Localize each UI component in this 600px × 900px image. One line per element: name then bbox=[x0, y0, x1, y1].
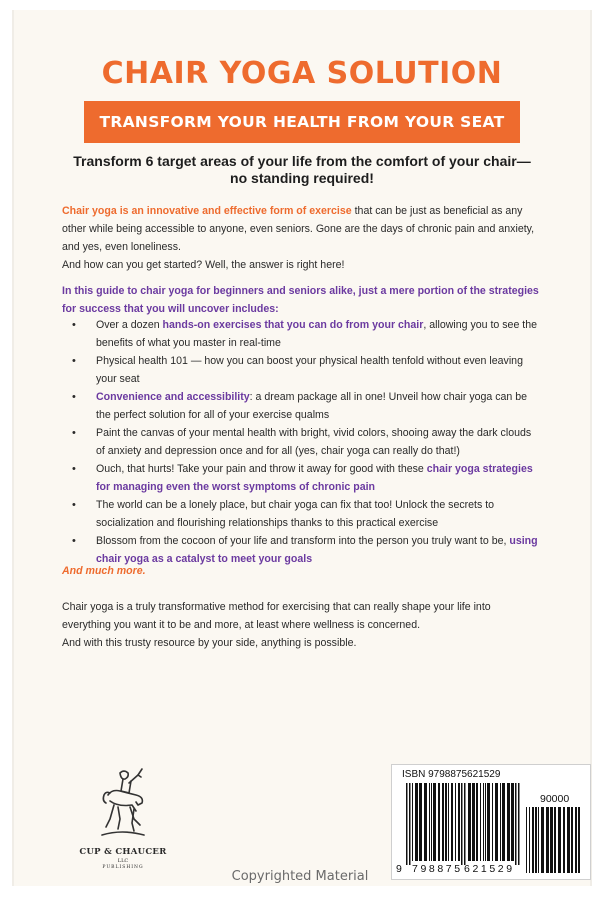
intro-text bbox=[62, 202, 540, 256]
intro-question: And how can you get started? Well, the answer is right here! bbox=[62, 259, 345, 271]
publisher-tag: PUBLISHING bbox=[102, 865, 144, 870]
intro-rest: that can be just as beneficial as any other while being accessible to anyone, even seniors. Gone are the days of chronic pain and anxiety, and yes, even loneliness. bbox=[62, 205, 535, 253]
price-code: 90000 bbox=[540, 793, 570, 805]
intro-paragraph bbox=[62, 202, 540, 274]
closing-line-1: Chair yoga is a truly transformative method for exercising that can really shape your life into everything you want it to be and more, at least where wellness is concerned. bbox=[62, 601, 491, 631]
publisher-name: CUP & CHAUCER bbox=[79, 847, 167, 857]
book-title: CHAIR YOGA SOLUTION bbox=[101, 56, 503, 91]
isbn-barcode bbox=[391, 764, 591, 880]
isbn-label: ISBN 9798875621529 bbox=[402, 769, 501, 780]
list-item: • Blossom from the cocoon of your life and transform into the person you truly want to be, using chair yoga as a catalyst to meet your goals bbox=[62, 532, 540, 568]
list-item: • Convenience and accessibility: a dream package all in one! Unveil how chair yoga can be the perfect solution for all of your exercise qualms bbox=[62, 388, 540, 424]
tagline-line-1: Transform 6 target areas of your life from the comfort of your chair— bbox=[73, 153, 531, 169]
isbn-digits-left: 798875 bbox=[412, 863, 463, 875]
list-item: • Over a dozen hands-on exercises that you can do from your chair, allowing you to see the benefits of what you master in real-time bbox=[62, 316, 540, 352]
bullets-lead: In this guide to chair yoga for beginners and seniors alike, just a mere portion of the strategies for success that you will uncover includes: bbox=[62, 285, 539, 315]
tagline bbox=[54, 153, 550, 187]
isbn-digit-lead: 9 bbox=[396, 863, 402, 875]
copyright-watermark-bottom: Copyrighted Material bbox=[231, 869, 369, 884]
closing-line-2: And with this trusty resource by your side, anything is possible. bbox=[62, 637, 357, 649]
isbn-digits-right: 621529 bbox=[464, 863, 515, 875]
barcode-bars bbox=[392, 765, 590, 879]
closing-paragraph bbox=[62, 598, 540, 652]
back-cover bbox=[12, 10, 592, 886]
subtitle-banner: TRANSFORM YOUR HEALTH FROM YOUR SEAT bbox=[84, 101, 520, 143]
and-much-more: And much more. bbox=[62, 565, 146, 577]
benefits-list bbox=[62, 316, 540, 568]
publisher-llc: LLC bbox=[117, 858, 129, 864]
publisher-logo bbox=[76, 765, 170, 875]
horse-rider-icon bbox=[98, 765, 148, 845]
intro-highlight: Chair yoga is an innovative and effective form of exercise bbox=[62, 205, 352, 217]
list-item: • Ouch, that hurts! Take your pain and throw it away for good with these chair yoga strategies for managing even the worst symptoms of chronic pain bbox=[62, 460, 540, 496]
list-item: • Paint the canvas of your mental health with bright, vivid colors, shooing away the dark clouds of anxiety and depression once and for all (yes, chair yoga can really do that!) bbox=[62, 424, 540, 460]
list-item: • Physical health 101 — how you can boost your physical health tenfold without even leaving your seat bbox=[62, 352, 540, 388]
list-item: • The world can be a lonely place, but chair yoga can fix that too! Unlock the secrets to socialization and flourishing relationships thanks to this practical exercise bbox=[62, 496, 540, 532]
tagline-line-2: no standing required! bbox=[230, 170, 374, 186]
